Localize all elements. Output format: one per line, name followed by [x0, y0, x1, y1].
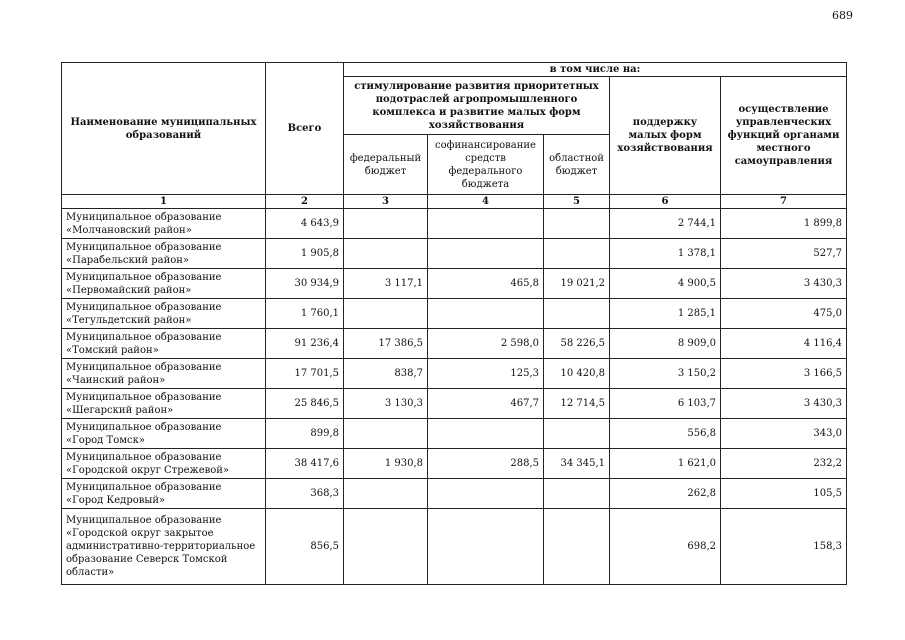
cell-federal [344, 299, 428, 329]
header-support: поддержку малых форм хозяйствования [610, 77, 721, 195]
table-row [62, 449, 847, 479]
cell-name: Муниципальное образование «Шегарский район» [62, 389, 266, 419]
cell-total: 1 760,1 [266, 299, 344, 329]
cell-federal [344, 239, 428, 269]
cell-support: 1 378,1 [610, 239, 721, 269]
cell-name: Муниципальное образование «Тегульдетский район» [62, 299, 266, 329]
cell-regional: 12 714,5 [544, 389, 610, 419]
cell-total: 1 905,8 [266, 239, 344, 269]
table-row [62, 329, 847, 359]
cell-federal [344, 479, 428, 509]
header-admin: осуществление управленческих функций органами местного самоуправления [721, 77, 847, 195]
table-row [62, 209, 847, 239]
cell-support: 3 150,2 [610, 359, 721, 389]
cell-admin: 527,7 [721, 239, 847, 269]
cell-support: 698,2 [610, 509, 721, 585]
cell-cofinancing [428, 299, 544, 329]
cell-admin: 1 899,8 [721, 209, 847, 239]
cell-name: Муниципальное образование «Первомайский район» [62, 269, 266, 299]
cell-support: 6 103,7 [610, 389, 721, 419]
cell-cofinancing [428, 239, 544, 269]
column-number: 6 [610, 195, 721, 209]
cell-total: 30 934,9 [266, 269, 344, 299]
header-including: в том числе на: [344, 63, 847, 77]
cell-admin: 3 430,3 [721, 389, 847, 419]
table-header [62, 63, 847, 209]
cell-admin: 343,0 [721, 419, 847, 449]
cell-regional [544, 419, 610, 449]
cell-federal: 3 117,1 [344, 269, 428, 299]
cell-cofinancing [428, 479, 544, 509]
cell-regional: 10 420,8 [544, 359, 610, 389]
cell-regional [544, 239, 610, 269]
cell-name: Муниципальное образование «Парабельский район» [62, 239, 266, 269]
column-number: 4 [428, 195, 544, 209]
cell-admin: 158,3 [721, 509, 847, 585]
column-number: 2 [266, 195, 344, 209]
cell-regional [544, 209, 610, 239]
cell-support: 262,8 [610, 479, 721, 509]
cell-cofinancing: 288,5 [428, 449, 544, 479]
header-total: Всего [266, 63, 344, 195]
table-row [62, 299, 847, 329]
table-row [62, 509, 847, 585]
header-stimulation: стимулирование развития приоритетных подотраслей агропромышленного комплекса и развитие малых форм хозяйствования [344, 77, 610, 135]
cell-federal: 838,7 [344, 359, 428, 389]
cell-regional [544, 509, 610, 585]
cell-name: Муниципальное образование «Городской округ Стрежевой» [62, 449, 266, 479]
cell-name: Муниципальное образование «Город Томск» [62, 419, 266, 449]
cell-total: 4 643,9 [266, 209, 344, 239]
cell-cofinancing: 467,7 [428, 389, 544, 419]
cell-regional: 58 226,5 [544, 329, 610, 359]
cell-total: 91 236,4 [266, 329, 344, 359]
cell-federal: 17 386,5 [344, 329, 428, 359]
cell-support: 4 900,5 [610, 269, 721, 299]
cell-admin: 3 166,5 [721, 359, 847, 389]
cell-support: 556,8 [610, 419, 721, 449]
column-number: 5 [544, 195, 610, 209]
cell-federal: 1 930,8 [344, 449, 428, 479]
cell-admin: 4 116,4 [721, 329, 847, 359]
cell-support: 1 621,0 [610, 449, 721, 479]
cell-name: Муниципальное образование «Чаинский район» [62, 359, 266, 389]
cell-regional [544, 479, 610, 509]
cell-cofinancing [428, 419, 544, 449]
column-number: 1 [62, 195, 266, 209]
table-row [62, 239, 847, 269]
cell-federal [344, 209, 428, 239]
cell-cofinancing: 125,3 [428, 359, 544, 389]
cell-total: 856,5 [266, 509, 344, 585]
cell-federal: 3 130,3 [344, 389, 428, 419]
cell-cofinancing [428, 509, 544, 585]
cell-total: 368,3 [266, 479, 344, 509]
cell-name: Муниципальное образование «Город Кедровый» [62, 479, 266, 509]
column-numbers-row [62, 195, 847, 209]
cell-total: 899,8 [266, 419, 344, 449]
cell-name: Муниципальное образование «Молчановский район» [62, 209, 266, 239]
column-number: 7 [721, 195, 847, 209]
cell-regional: 19 021,2 [544, 269, 610, 299]
cell-federal [344, 509, 428, 585]
cell-regional [544, 299, 610, 329]
cell-federal [344, 419, 428, 449]
table-row [62, 389, 847, 419]
budget-table [61, 62, 847, 585]
cell-total: 25 846,5 [266, 389, 344, 419]
header-federal: федеральный бюджет [344, 135, 428, 195]
table-row [62, 419, 847, 449]
cell-admin: 232,2 [721, 449, 847, 479]
header-name: Наименование муниципальных образований [62, 63, 266, 195]
cell-admin: 475,0 [721, 299, 847, 329]
cell-cofinancing: 2 598,0 [428, 329, 544, 359]
cell-cofinancing: 465,8 [428, 269, 544, 299]
cell-regional: 34 345,1 [544, 449, 610, 479]
table-body [62, 209, 847, 585]
cell-support: 2 744,1 [610, 209, 721, 239]
header-cofinancing: софинансирование средств федерального бюджета [428, 135, 544, 195]
header-regional: областной бюджет [544, 135, 610, 195]
column-number: 3 [344, 195, 428, 209]
cell-name: Муниципальное образование «Городской округ закрытое административно-территориальное образование Северск Томской области» [62, 509, 266, 585]
page-number: 689 [832, 9, 853, 22]
cell-support: 1 285,1 [610, 299, 721, 329]
table-row [62, 479, 847, 509]
cell-total: 17 701,5 [266, 359, 344, 389]
table-row [62, 359, 847, 389]
cell-support: 8 909,0 [610, 329, 721, 359]
cell-total: 38 417,6 [266, 449, 344, 479]
cell-admin: 105,5 [721, 479, 847, 509]
cell-name: Муниципальное образование «Томский район» [62, 329, 266, 359]
cell-cofinancing [428, 209, 544, 239]
table-row [62, 269, 847, 299]
cell-admin: 3 430,3 [721, 269, 847, 299]
